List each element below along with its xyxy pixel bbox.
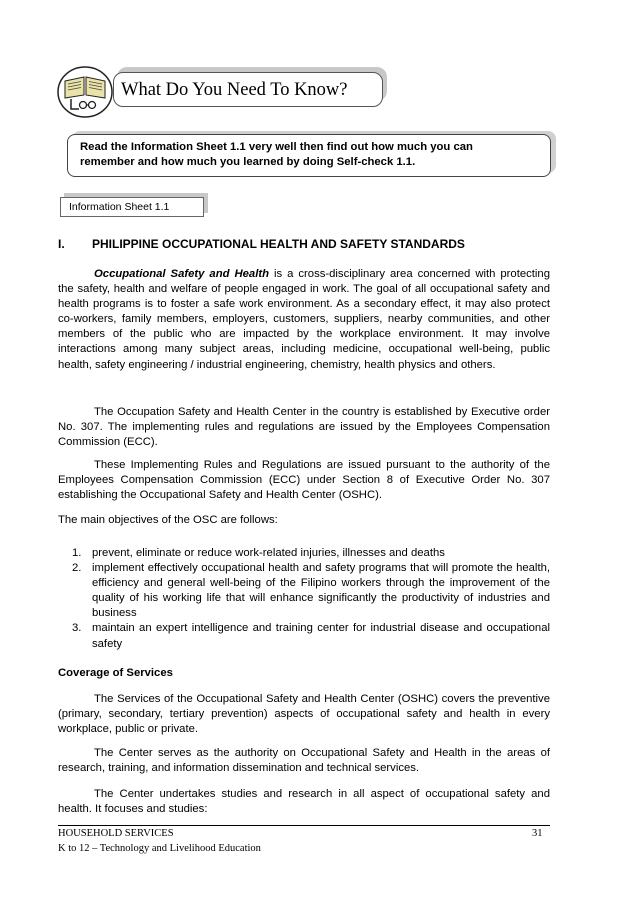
coverage-heading: Coverage of Services	[58, 667, 173, 679]
objectives-intro: The main objectives of the OSC are follows:	[58, 514, 278, 526]
list-item-text: prevent, eliminate or reduce work-related injuries, illnesses and deaths	[92, 547, 445, 559]
list-item-text: maintain an expert intelligence and training center for industrial disease and occupational safety	[92, 622, 550, 650]
section-banner	[55, 63, 395, 119]
list-item-text: implement effectively occupational health and safety programs that will promote the health, efficiency and general well-being of the Filipino workers through the improvement of the quality of his working life that will enhance significantly the productivity of industries and business	[92, 562, 550, 620]
paragraph-irr-authority: These Implementing Rules and Regulations are issued pursuant to the authority of the Employees Compensation Commission (ECC) under Section 8 of Executive Order No. 307 establishing the Occupational Safety and Health Center (OSHC).	[58, 459, 550, 502]
list-item-number: 2.	[72, 562, 82, 575]
list-item-number: 1.	[72, 547, 82, 559]
section-number: I.	[58, 237, 65, 251]
paragraph-oshc-establishment: The Occupation Safety and Health Center in the country is established by Executive order No. 307. The implementing rules and regulations are issued by the Employees Compensation Commission (ECC).	[58, 406, 550, 449]
objectives-list	[72, 546, 550, 652]
banner-title: What Do You Need To Know?	[121, 80, 348, 100]
osh-term: Occupational Safety and Health	[94, 268, 270, 280]
paragraph-osh-definition	[58, 267, 550, 373]
list-item-number: 3.	[72, 622, 82, 635]
instruction-box	[67, 134, 551, 177]
footer-divider	[58, 825, 550, 826]
coverage-paragraph-3: The Center undertakes studies and research in all aspect of occupational safety and health. It focuses and studies:	[58, 788, 550, 816]
footer-subtitle: K to 12 – Technology and Livelihood Education	[58, 843, 261, 854]
section-title: PHILIPPINE OCCUPATIONAL HEALTH AND SAFETY STANDARDS	[92, 237, 465, 251]
instruction-line-1: Read the Information Sheet 1.1 very well then find out how much you can	[80, 141, 473, 153]
book-reading-icon	[55, 63, 115, 119]
instruction-line-2: remember and how much you learned by doing Self-check 1.1.	[80, 156, 416, 168]
osh-definition-text: is a cross-disciplinary area concerned with protecting the safety, health and welfare of people engaged in work. The goal of all occupational safety and health programs is to foster a safe work environment. As a secondary effect, it may also protect co-workers, family members, employers, customers, suppliers, nearby communities, and other members of the public who are impacted by the workplace environment. It may involve interactions among many subject areas, including medicine, occupational well-being, public health, safety engineering / industrial engineering, chemistry, health physics and others.	[58, 268, 550, 371]
list-item	[72, 546, 550, 561]
info-sheet-tab: Information Sheet 1.1	[60, 197, 204, 217]
coverage-paragraph-1: The Services of the Occupational Safety and Health Center (OSHC) covers the preventive (primary, secondary, tertiary prevention) aspects of occupational safety and health in every workplace, public or private.	[58, 693, 550, 736]
coverage-paragraph-2: The Center serves as the authority on Occupational Safety and Health in the areas of research, training, and information dissemination and technical services.	[58, 747, 550, 775]
list-item	[72, 561, 550, 621]
footer-course: HOUSEHOLD SERVICES	[58, 828, 174, 839]
list-item	[72, 621, 550, 651]
page-number: 31	[532, 828, 543, 839]
